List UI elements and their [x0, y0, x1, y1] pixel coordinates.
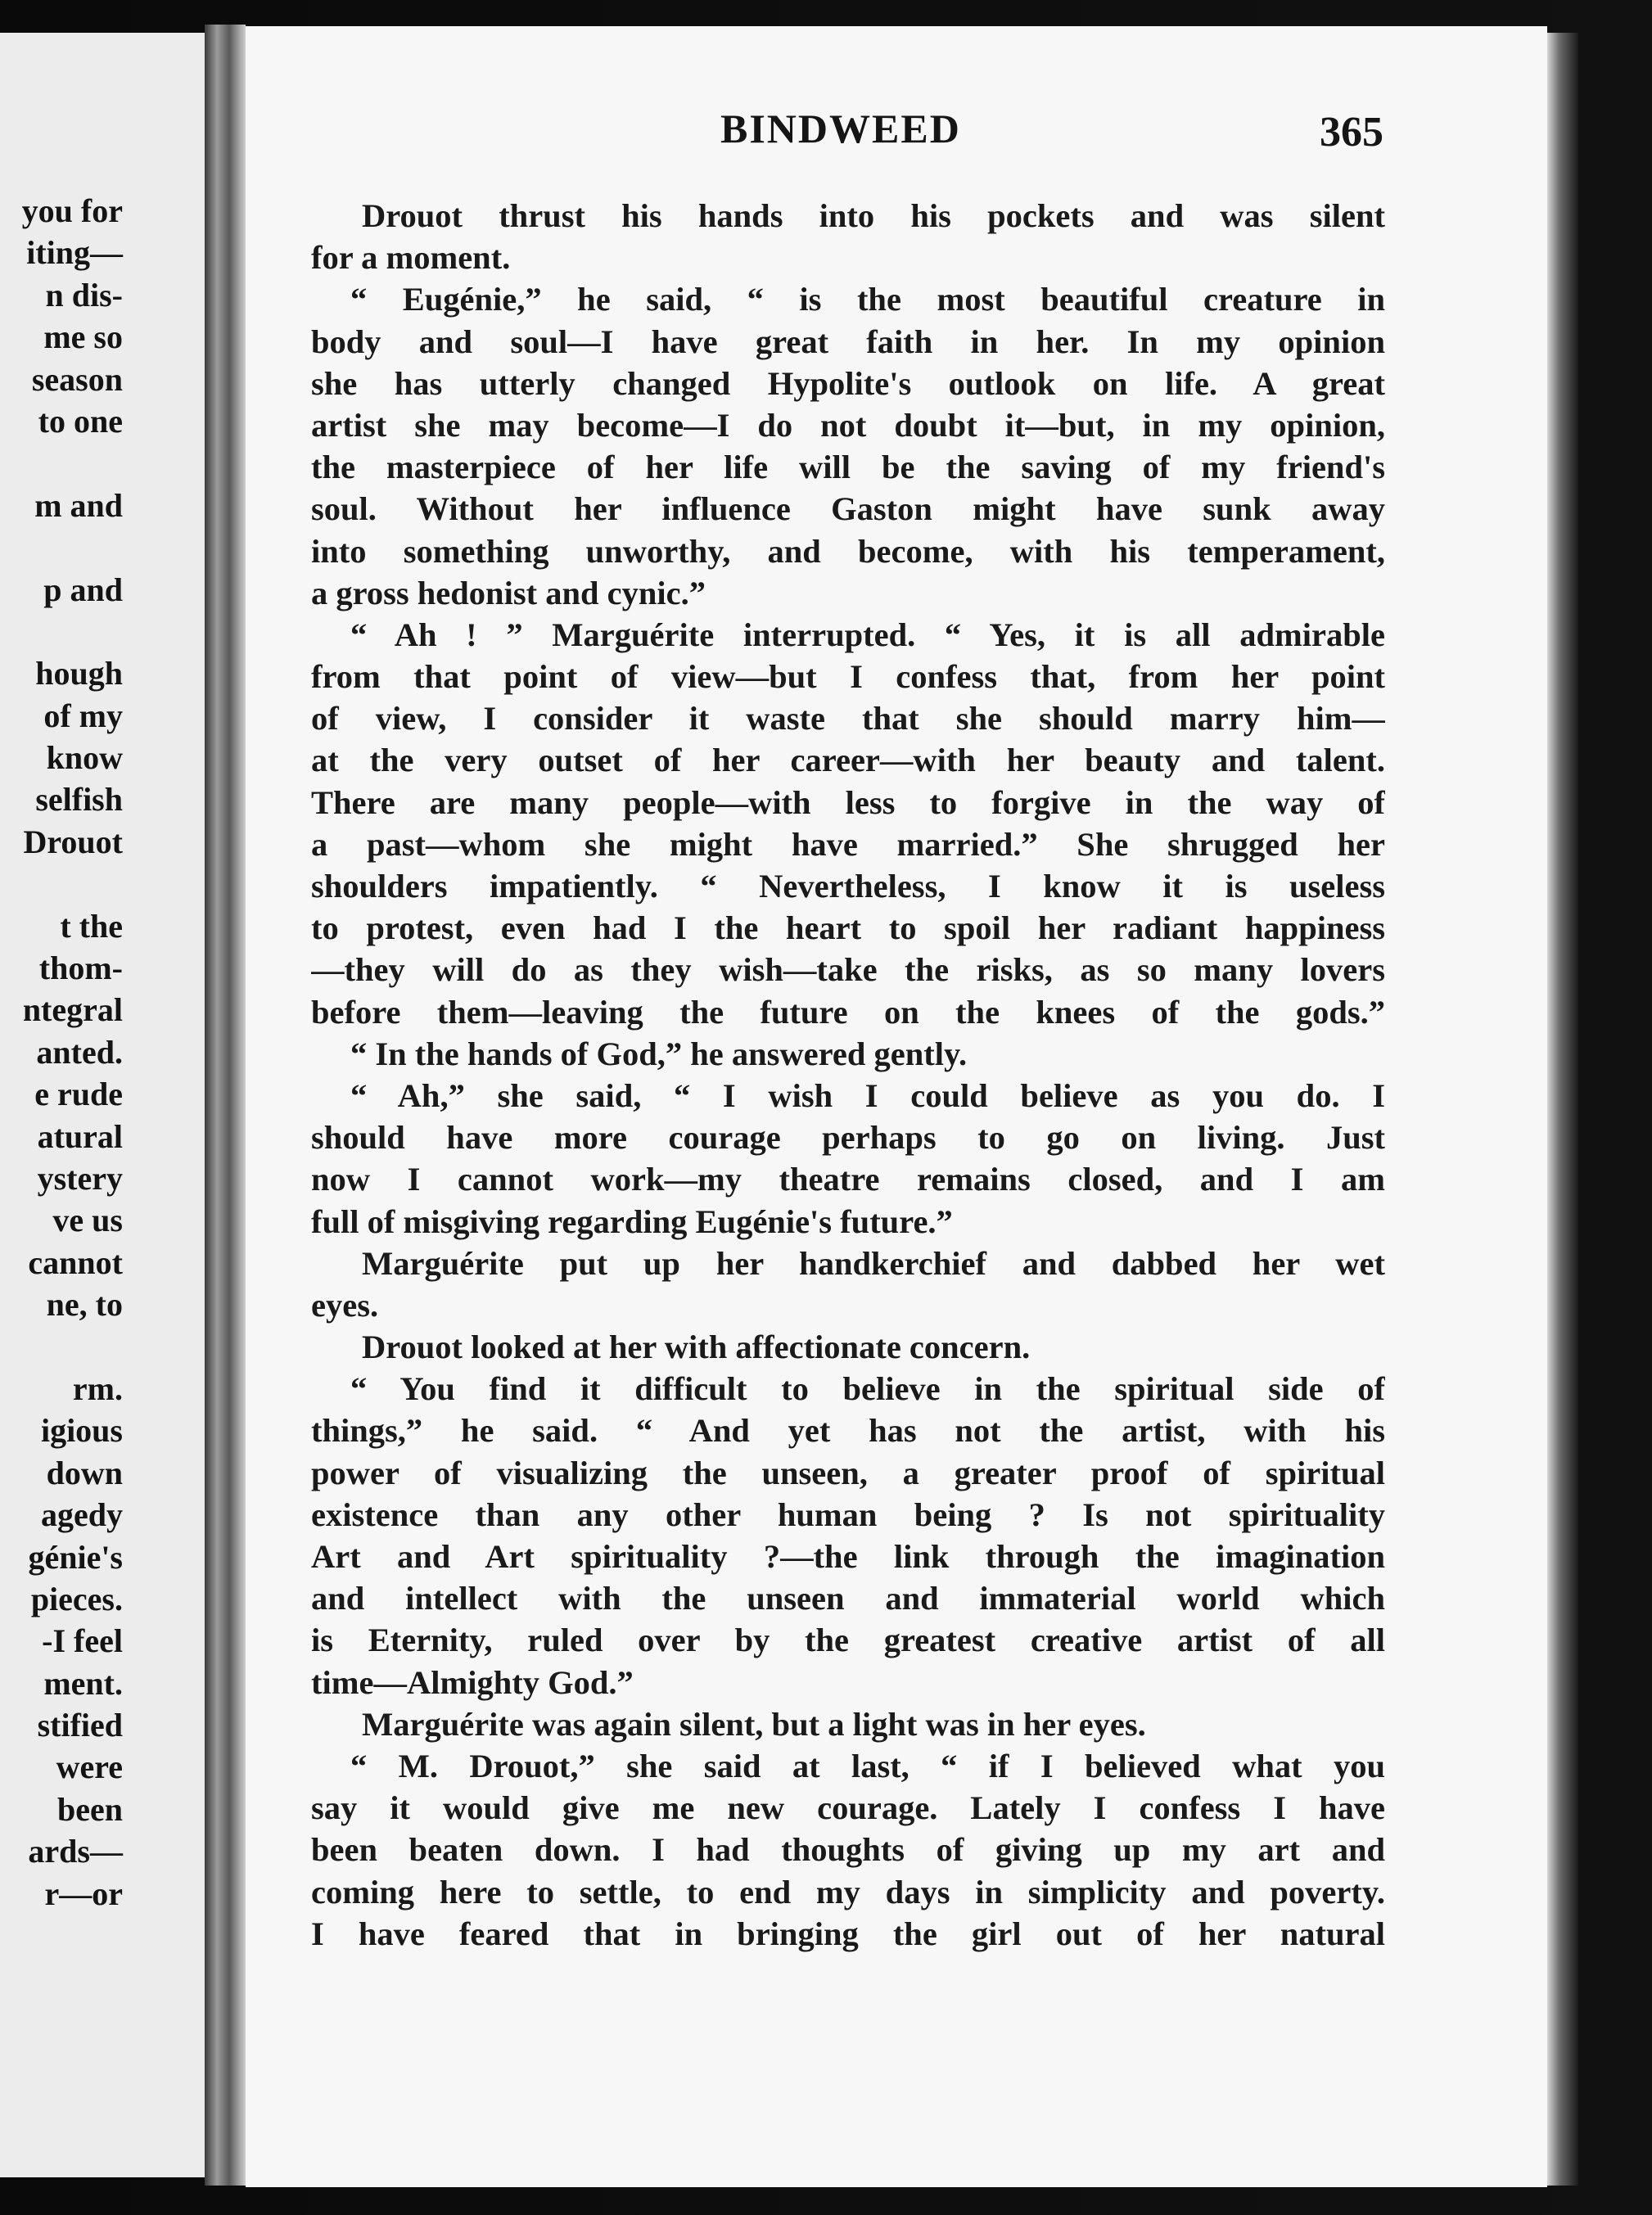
left-page-line: pieces. [30, 1580, 123, 1617]
text-line: of view, I consider it waste that she should marry him— [311, 700, 1385, 738]
text-line: Drouot looked at her with affectionate concern. [362, 1329, 1031, 1366]
text-line: into something unworthy, and become, with his temperament, [311, 532, 1385, 570]
text-line: There are many people—with less to forgive in the way of [311, 783, 1385, 821]
text-line: a past—whom she might have married.” She shrugged her [311, 825, 1385, 863]
left-page-line: anted. [36, 1033, 123, 1071]
left-page-line: been [57, 1790, 123, 1828]
left-page-line: ntegral [22, 991, 123, 1029]
text-line: she has utterly changed Hypolite's outlook on life. A great [311, 364, 1385, 402]
left-page-line: ne, to [46, 1286, 123, 1324]
left-page-line: n dis- [45, 276, 123, 314]
left-page-line: ystery [37, 1159, 123, 1197]
left-page-line [22, 611, 123, 652]
text-line: eyes. [311, 1286, 379, 1324]
text-line: should have more courage perhaps to go on living. Just [311, 1119, 1385, 1157]
text-line: shoulders impatiently. “ Nevertheless, I know it is useless [311, 868, 1385, 904]
text-line: “ M. Drouot,” she said at last, “ if I believed what you [350, 1747, 1385, 1784]
left-page-line: were [56, 1748, 123, 1786]
running-head: BINDWEED [720, 106, 961, 151]
left-facing-page [0, 33, 205, 2177]
left-page-line: ve us [52, 1202, 123, 1239]
left-page-line: me so [43, 318, 123, 356]
left-page-line: selfish [35, 781, 123, 819]
left-page-text [22, 190, 123, 1915]
left-page-line: you for [21, 192, 123, 229]
left-page-line: igious [40, 1412, 123, 1450]
left-page-line [22, 442, 123, 484]
left-page-line: stified [37, 1707, 123, 1744]
text-line: from that point of view—but I confess that, from her point [311, 658, 1385, 696]
text-line: coming here to settle, to end my days in simplicity and poverty. [311, 1873, 1385, 1910]
body-text [311, 195, 1385, 1955]
left-page-line: e rude [34, 1076, 123, 1113]
text-line: existence than any other human being ? Is not spirituality [311, 1495, 1385, 1533]
text-line: and intellect with the unseen and immaterial world which [311, 1580, 1385, 1617]
text-line: “ Eugénie,” he said, “ is the most beautiful creature in [350, 281, 1385, 318]
text-line: been beaten down. I had thoughts of giving up my art and [311, 1831, 1385, 1869]
text-line: before them—leaving the future on the knees of the gods.” [311, 993, 1385, 1031]
text-line: power of visualizing the unseen, a greater proof of spiritual [311, 1454, 1385, 1491]
left-page-line: génie's [28, 1538, 123, 1576]
text-line: soul. Without her influence Gaston might have sunk away [311, 490, 1385, 528]
text-line: “ Ah,” she said, “ I wish I could believe as you do. I [350, 1076, 1385, 1114]
left-page-line: -I feel [42, 1622, 123, 1660]
left-page-line: t the [60, 907, 123, 945]
page-edge-shadow [1547, 33, 1578, 2186]
text-line: things,” he said. “ And yet has not the artist, with his [311, 1412, 1385, 1450]
left-page-line: Drouot [23, 823, 123, 860]
left-page-line: atural [37, 1117, 123, 1155]
left-page-line: ment. [43, 1664, 123, 1702]
left-page-line: of my [43, 697, 123, 734]
left-page-line: know [46, 739, 123, 777]
text-line: is Eternity, ruled over by the greatest creative artist of all [311, 1622, 1385, 1659]
text-line: —they will do as they wish—take the risks, as so many lovers [311, 951, 1385, 989]
left-page-line: p and [43, 571, 123, 608]
left-page-line: season [31, 360, 123, 398]
text-line: “ You find it difficult to believe in the spiritual side of [350, 1370, 1385, 1408]
left-page-line: m and [34, 486, 123, 524]
text-line: Drouot thrust his hands into his pockets and was silent [362, 197, 1385, 234]
text-line: time—Almighty God.” [311, 1663, 634, 1701]
text-line: body and soul—I have great faith in her. In my opinion [311, 323, 1385, 360]
left-page-line [22, 526, 123, 568]
left-page-line: thom- [38, 950, 123, 987]
text-line: the masterpiece of her life will be the saving of my friend's [311, 449, 1385, 486]
text-line: Art and Art spirituality ?—the link through the imagination [311, 1538, 1385, 1575]
left-page-line: hough [35, 655, 123, 692]
left-page-line [22, 1326, 123, 1368]
text-line: I have feared that in bringing the girl out of her natural [311, 1915, 1385, 1952]
text-line: full of misgiving regarding Eugénie's future.” [311, 1202, 953, 1240]
left-page-line: rm. [72, 1369, 123, 1407]
left-page-line: agedy [41, 1496, 123, 1534]
text-line: “ In the hands of God,” he answered gently. [350, 1035, 968, 1072]
left-page-line: ards— [28, 1833, 123, 1870]
text-line: artist she may become—I do not doubt it—but, in my opinion, [311, 406, 1385, 444]
left-page-line: cannot [28, 1243, 123, 1281]
text-line: at the very outset of her career—with her beauty and talent. [311, 742, 1385, 779]
left-page-line: to one [38, 402, 123, 440]
page-number: 365 [1320, 109, 1383, 156]
text-line: now I cannot work—my theatre remains closed, and I am [311, 1161, 1385, 1198]
text-line: Marguérite was again silent, but a light was in her eyes. [362, 1705, 1146, 1743]
book-gutter [205, 25, 246, 2186]
text-line: Marguérite put up her handkerchief and dabbed her wet [362, 1244, 1385, 1282]
text-line: to protest, even had I the heart to spoil her radiant happiness [311, 909, 1385, 947]
text-line: a gross hedonist and cynic.” [311, 574, 706, 611]
left-page-line: iting— [26, 234, 123, 272]
text-line: “ Ah ! ” Marguérite interrupted. “ Yes, it is all admirable [350, 616, 1385, 653]
text-line: say it would give me new courage. Lately I confess I have [311, 1789, 1385, 1827]
left-page-line: down [46, 1454, 123, 1491]
left-page-line: r—or [44, 1874, 123, 1912]
text-line: for a moment. [311, 239, 511, 277]
left-page-line [22, 863, 123, 904]
